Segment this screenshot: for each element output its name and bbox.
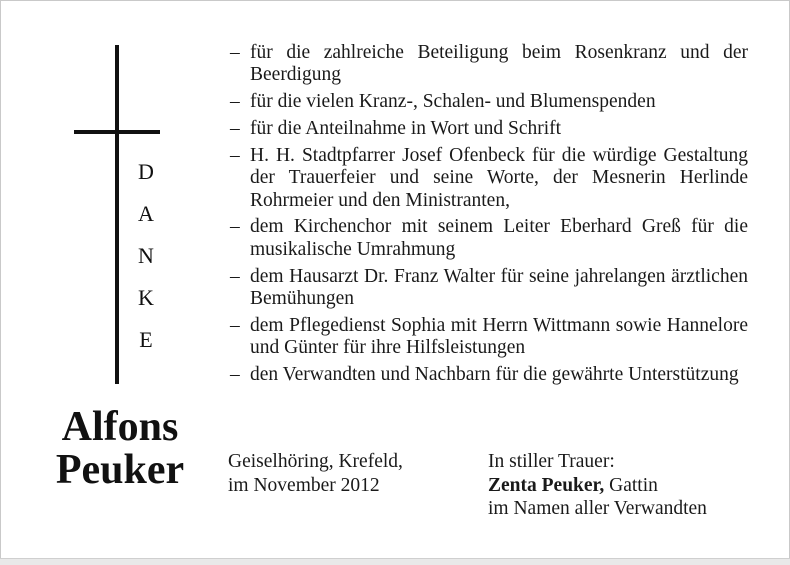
mourners-block — [488, 450, 707, 521]
deceased-first-name: Alfons — [61, 404, 179, 450]
danke-letter: N — [138, 243, 154, 268]
place-line: Geiselhöring, Krefeld, — [228, 451, 403, 472]
thanks-item — [228, 266, 748, 311]
deceased-name — [40, 406, 200, 492]
thanks-item — [228, 315, 748, 360]
thanks-item — [228, 91, 748, 113]
danke-letter: K — [138, 285, 154, 310]
dash-mark: – — [230, 42, 240, 63]
spouse-line — [488, 474, 707, 498]
thanks-item-text: für die zahlreiche Beteiligung beim Rosenkranz und der Beerdigung — [250, 42, 748, 86]
spouse-name: Zenta Peuker, — [488, 474, 605, 496]
mourning-heading: In stiller Trauer: — [488, 451, 615, 472]
date-line: im November 2012 — [228, 474, 380, 496]
thanks-item — [228, 42, 748, 87]
dash-mark: – — [230, 314, 240, 336]
dash-mark: – — [230, 364, 240, 386]
relatives-line: im Namen aller Verwandten — [488, 498, 707, 519]
thanks-item-text: dem Kirchenchor mit seinem Leiter Eberhard Greß für die musikalische Umrahmung — [250, 216, 748, 260]
danke-letter: A — [138, 201, 154, 226]
thanks-item — [228, 364, 748, 386]
thanks-item-text: für die Anteilnahme in Wort und Schrift — [250, 118, 562, 139]
deceased-last-name: Peuker — [55, 447, 185, 493]
danke-letter: D — [138, 159, 154, 184]
thanks-item — [228, 145, 748, 212]
bottom-edge — [0, 558, 790, 565]
dash-mark: – — [230, 118, 240, 139]
danke-letter: E — [139, 327, 153, 352]
cross-horizontal-bar — [74, 130, 160, 134]
thanks-item-text: H. H. Stadtpfarrer Josef Ofenbeck für die würdige Gestaltung der Trauerfeier und seine Worte, der Mesnerin Herlinde Rohrmeier und den Ministranten, — [250, 144, 748, 211]
dash-mark: – — [230, 91, 240, 113]
place-and-date — [228, 450, 403, 497]
thanks-list — [228, 42, 748, 391]
thanks-item-text: den Verwandten und Nachbarn für die gewährte Unterstützung — [250, 364, 739, 386]
thanks-item-text: dem Pflegedienst Sophia mit Herrn Wittmann sowie Hannelore und Günter für ihre Hilfsleistungen — [250, 314, 748, 359]
dash-mark: – — [230, 265, 240, 287]
spouse-role: Gattin — [609, 474, 658, 496]
thanks-item-text: für die vielen Kranz-, Schalen- und Blumenspenden — [250, 91, 656, 113]
thanks-item-text: dem Hausarzt Dr. Franz Walter für seine jahrelangen ärztlichen Bemühungen — [250, 265, 748, 310]
cross-vertical-bar — [115, 45, 119, 384]
dash-mark: – — [230, 144, 240, 166]
thanks-item — [228, 216, 748, 261]
thanks-item — [228, 118, 748, 140]
dash-mark: – — [230, 216, 240, 238]
